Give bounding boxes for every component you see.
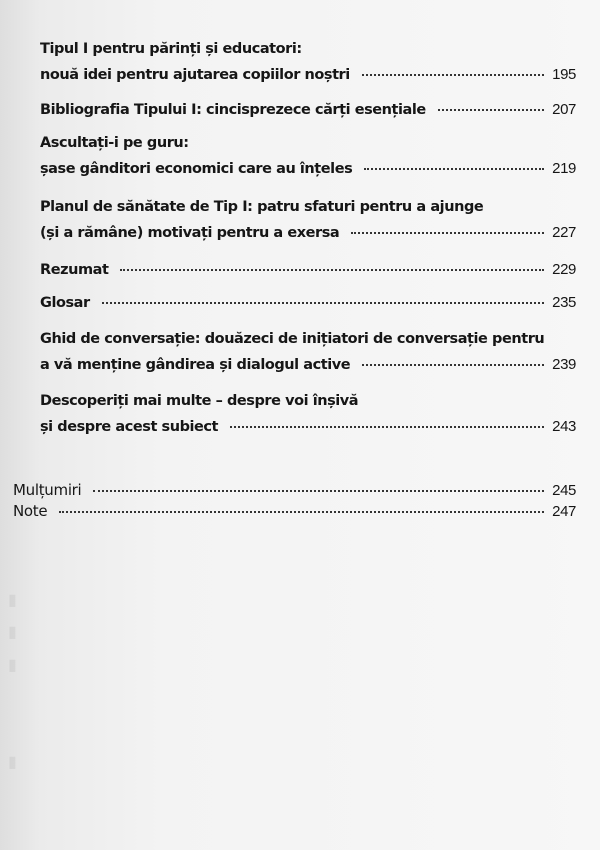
- page-number: 195: [552, 66, 576, 83]
- page-number: 219: [552, 160, 576, 177]
- page-number: 235: [552, 294, 576, 311]
- toc-entry-title-line: nouă idei pentru ajutarea copiilor noștri: [40, 67, 350, 83]
- toc-entry[interactable]: [40, 97, 576, 123]
- toc-entry-title-line: Rezumat: [40, 262, 109, 278]
- page-number: 239: [552, 356, 576, 373]
- toc-entry-title: Mulțumiri: [13, 481, 82, 499]
- dot-leader: [362, 73, 544, 76]
- toc-entry[interactable]: [40, 290, 576, 316]
- show-through-mark: ▮: [8, 752, 17, 771]
- toc-entry[interactable]: [40, 257, 576, 283]
- dot-leader: [120, 268, 544, 271]
- toc-entry-title-line: Bibliografia Tipului I: cincisprezece cărți esențiale: [40, 102, 426, 118]
- page-number: 227: [552, 224, 576, 241]
- toc-entry-title-line: Glosar: [40, 295, 90, 311]
- toc-entry-title-line: a vă menține gândirea și dialogul active: [40, 357, 351, 373]
- dot-leader: [438, 108, 544, 111]
- toc-entry-title-line: Planul de sănătate de Tip I: patru sfaturi pentru a ajunge: [40, 199, 484, 215]
- toc-entry[interactable]: [40, 326, 576, 378]
- page-number: 247: [552, 503, 576, 520]
- dot-leader: [102, 301, 544, 304]
- toc-entry[interactable]: [40, 194, 576, 246]
- toc-entry-title-line: și despre acest subiect: [40, 419, 219, 435]
- toc-entry-title-line: Descoperiți mai multe – despre voi înșivă: [40, 393, 359, 409]
- toc-entry-title: Note: [13, 502, 48, 520]
- page-number: 245: [552, 482, 576, 499]
- page-number: 207: [552, 101, 576, 118]
- dot-leader: [362, 363, 544, 366]
- dot-leader: [351, 231, 544, 234]
- show-through-mark: ▮: [8, 622, 17, 641]
- page-number: 243: [552, 418, 576, 435]
- show-through-mark: ▮: [8, 655, 17, 674]
- back-matter-list: [13, 480, 576, 522]
- toc-entry[interactable]: [40, 36, 576, 88]
- toc-entry-title-line: Ascultați-i pe guru:: [40, 135, 189, 151]
- toc-entry[interactable]: [40, 388, 576, 440]
- toc-entry-title-line: Ghid de conversație: douăzeci de inițiatori de conversație pentru: [40, 331, 545, 347]
- toc-entry-acknowledgements[interactable]: [13, 480, 576, 501]
- toc-entry-notes[interactable]: [13, 501, 576, 522]
- toc-entry-title-line: Tipul I pentru părinți și educatori:: [40, 41, 302, 57]
- dot-leader: [59, 510, 544, 513]
- dot-leader: [230, 425, 544, 428]
- dot-leader: [93, 489, 544, 492]
- page-number: 229: [552, 261, 576, 278]
- dot-leader: [364, 167, 544, 170]
- toc-entry-title-line: (și a rămâne) motivați pentru a exersa: [40, 225, 340, 241]
- toc-entry[interactable]: [40, 130, 576, 182]
- toc-entry-title-line: șase gânditori economici care au înțeles: [40, 161, 353, 177]
- show-through-mark: ▮: [8, 590, 17, 609]
